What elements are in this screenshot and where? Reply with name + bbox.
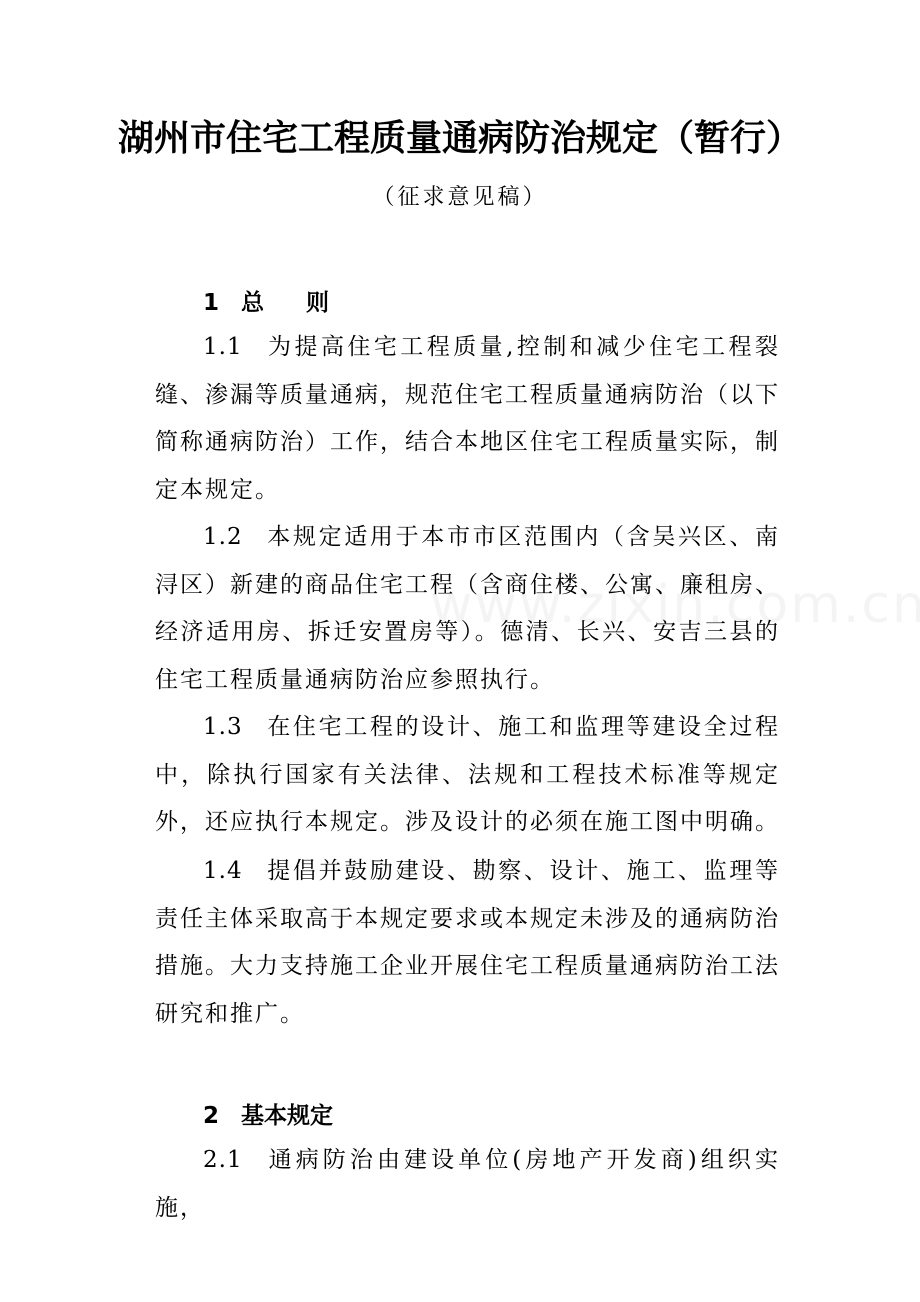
section-number: 2 <box>203 1103 220 1129</box>
document-title: 湖州市住宅工程质量通病防治规定（暂行） <box>117 118 802 159</box>
clause-text: 提倡并鼓励建设、勘察、设计、施工、监理等责任主体采取高于本规定要求或本规定未涉及的通病防治措施。大力支持施工企业开展住宅工程质量通病防治工法研究和推广。 <box>155 858 780 1027</box>
clause-text: 为提高住宅工程质量,控制和减少住宅工程裂缝、渗漏等质量通病，规范住宅工程质量通病防治（以下简称通病防治）工作，结合本地区住宅工程质量实际，制定本规定。 <box>155 334 780 503</box>
section-title: 基本规定 <box>241 1103 334 1129</box>
clause-1-4 <box>155 848 780 1038</box>
clause-number: 1.4 <box>203 858 243 884</box>
clause-2-1 <box>155 1137 780 1232</box>
clause-1-2 <box>155 514 780 704</box>
section-title-part: 总 <box>241 290 265 316</box>
clause-number: 2.1 <box>203 1147 243 1173</box>
section-2-heading <box>203 1097 333 1130</box>
clause-text: 本规定适用于本市市区范围内（含吴兴区、南浔区）新建的商品住宅工程（含商住楼、公寓、廉租房、经济适用房、拆迁安置房等）。德清、长兴、安吉三县的住宅工程质量通病防治应参照执行。 <box>155 524 780 693</box>
clause-text: 通病防治由建设单位(房地产开发商)组织实施， <box>155 1147 780 1221</box>
clause-1-1 <box>155 324 780 514</box>
section-1-heading <box>203 284 329 317</box>
clause-1-3 <box>155 704 780 847</box>
section-number: 1 <box>203 290 220 316</box>
clause-number: 1.3 <box>203 714 243 740</box>
section-title-part: 则 <box>306 290 330 316</box>
clause-number: 1.1 <box>203 334 243 360</box>
document-subtitle: （征求意见稿） <box>372 185 548 210</box>
clause-text: 在住宅工程的设计、施工和监理等建设全过程中，除执行国家有关法律、法规和工程技术标准等规定外，还应执行本规定。涉及设计的必须在施工图中明确。 <box>155 714 780 836</box>
clause-number: 1.2 <box>203 524 243 550</box>
